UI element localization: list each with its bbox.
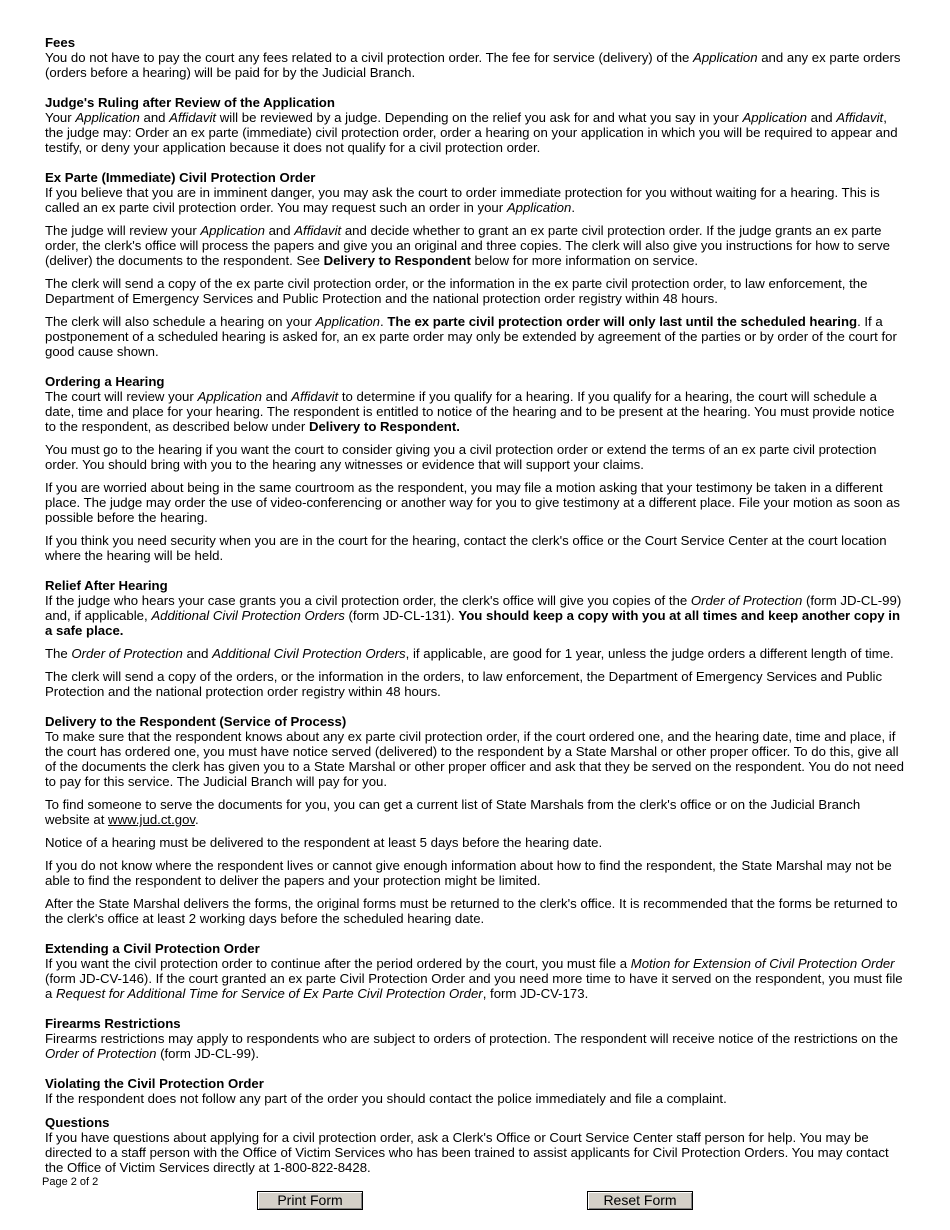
paragraph — [45, 442, 907, 472]
paragraph — [45, 110, 907, 155]
section-heading: Ex Parte (Immediate) Civil Protection Order — [45, 170, 316, 185]
text-run: If you believe that you are in imminent danger, you may ask the court to order immediate protection for you without waiting for a hearing. This is called an ex parte civil protection order. You may request such an order in your — [45, 185, 880, 215]
text-run: To find someone to serve the documents for you, you can get a current list of State Marshals from the clerk's office or on the Judicial Branch website at — [45, 797, 861, 827]
text-run: The clerk will also schedule a hearing on your — [45, 314, 316, 329]
print-form-button[interactable]: Print Form — [257, 1191, 363, 1210]
text-run: You do not have to pay the court any fees related to a civil protection order. The fee for service (delivery) of the — [45, 50, 694, 65]
paragraph — [45, 480, 907, 525]
text-run: and — [182, 646, 213, 661]
section-heading: Violating the Civil Protection Order — [45, 1076, 264, 1091]
reset-form-button[interactable]: Reset Form — [587, 1191, 693, 1210]
page-number: Page 2 of 2 — [42, 1176, 99, 1188]
paragraph — [45, 223, 907, 268]
text-run: and — [139, 110, 170, 125]
text-run: will be reviewed by a judge. Depending on the relief you ask for and what you say in your — [216, 110, 743, 125]
italic-text: Application — [75, 110, 140, 125]
paragraph — [45, 797, 907, 827]
text-run: If you have questions about applying for a civil protection order, ask a Clerk's Office or Court Service Center staff person for help. You may be directed to a staff person with the Office of Victim Services who has been trained to assist applicants for Civil Protection Orders. You may contact the Office of Victim Services directly at 1-800-822-8428. — [45, 1130, 889, 1175]
section-heading: Ordering a Hearing — [45, 374, 165, 389]
section-heading: Fees — [45, 35, 76, 50]
paragraph — [45, 896, 907, 926]
text-run: Your — [45, 110, 76, 125]
section-heading: Questions — [45, 1115, 110, 1130]
text-run: After the State Marshal delivers the forms, the original forms must be returned to the clerk's office. It is recommended that the forms be returned to the clerk's office at least 2 working days before the scheduled hearing date. — [45, 896, 898, 926]
text-run: (form JD-CL-131). — [344, 608, 459, 623]
bold-text: Delivery to Respondent — [323, 253, 471, 268]
text-run: The clerk will send a copy of the ex parte civil protection order, or the information in the ex parte civil protection order, to law enforcement, the Department of Emergency Services and Public Protection and the national protection order registry within 48 hours. — [45, 276, 868, 306]
text-run: , the judge may: Order an ex parte (immediate) civil protection order, order a hearing on your application in which you will be required to appear and testify, or deny your application because it does not qualify for a civil protection order. — [45, 110, 898, 155]
section — [45, 941, 907, 1001]
text-run: . — [571, 200, 576, 215]
italic-text: Motion for Extension of Civil Protection Order — [630, 956, 895, 971]
paragraph — [45, 669, 907, 699]
text-run: If you want the civil protection order to continue after the period ordered by the court, you must file a — [45, 956, 631, 971]
text-run: If the respondent does not follow any part of the order you should contact the police immediately and file a complaint. — [45, 1091, 727, 1106]
text-run: Notice of a hearing must be delivered to the respondent at least 5 days before the hearing date. — [45, 835, 603, 850]
paragraph — [45, 276, 907, 306]
paragraph — [45, 593, 907, 638]
italic-text: Affidavit — [169, 110, 217, 125]
text-run: , form JD-CV-173. — [482, 986, 589, 1001]
text-run: Firearms restrictions may apply to respondents who are subject to orders of protection. The respondent will receive notice of the restrictions on the — [45, 1031, 898, 1046]
text-run: and — [261, 389, 292, 404]
bold-text: Delivery to Respondent. — [308, 419, 460, 434]
italic-text: Application — [693, 50, 758, 65]
italic-text: Affidavit — [294, 223, 342, 238]
text-run: The clerk will send a copy of the orders, or the information in the orders, to law enforcement, the Department of Emergency Services and Public Protection and the national protection order registry within 48 hours. — [45, 669, 883, 699]
text-run: . If a postponement of a scheduled hearing is asked for, an ex parte order may only be extended by agreement of the parties or by order of the court for good cause shown. — [45, 314, 897, 359]
italic-text: Order of Protection — [71, 646, 183, 661]
section — [45, 95, 907, 155]
text-run: If you think you need security when you are in the court for the hearing, contact the clerk's office or the Court Service Center at the court location where the hearing will be held. — [45, 533, 887, 563]
paragraph — [45, 50, 907, 80]
section-heading: Delivery to the Respondent (Service of Process) — [45, 714, 347, 729]
italic-text: Additional Civil Protection Orders — [151, 608, 345, 623]
bold-text: The ex parte civil protection order will only last until the scheduled hearing — [387, 314, 858, 329]
text-run: The judge will review your — [45, 223, 201, 238]
text-run: . — [195, 812, 199, 827]
paragraph — [45, 1091, 907, 1106]
text-run: and decide whether to grant an ex parte civil protection order. If the judge grants an ex parte order, the clerk's office will process the papers and give you an original and three copies. The clerk will also give you instructions for how to serve (deliver) the documents to the respondent. See — [45, 223, 890, 268]
text-run: to determine if you qualify for a hearing. If you qualify for a hearing, the court will schedule a date, time and place for your hearing. The respondent is entitled to notice of the hearing and to be present at the hearing. You must provide notice to the respondent, as described below under — [45, 389, 895, 434]
italic-text: Order of Protection — [690, 593, 803, 608]
section — [45, 1076, 907, 1106]
text-run: If the judge who hears your case grants you a civil protection order, the clerk's office will give you copies of the — [45, 593, 691, 608]
section — [45, 170, 907, 359]
paragraph — [45, 835, 907, 850]
italic-text: Application — [200, 223, 265, 238]
text-run: and any ex parte orders (orders before a hearing) will be paid for by the Judicial Branch. — [45, 50, 901, 80]
paragraph — [45, 314, 907, 359]
text-run: If you do not know where the respondent lives or cannot give enough information about how to find the respondent, the State Marshal may not be able to find the respondent to deliver the papers and your protection might be limited. — [45, 858, 892, 888]
italic-text: Application — [742, 110, 807, 125]
section — [45, 374, 907, 563]
text-run: The — [45, 646, 72, 661]
website-link[interactable]: www.jud.ct.gov — [108, 812, 196, 827]
text-run: and — [264, 223, 295, 238]
text-run: You must go to the hearing if you want the court to consider giving you a civil protection order or extend the terms of an ex parte civil protection order. You should bring with you to the hearing any witnesses or evidence that will support your claims. — [45, 442, 877, 472]
italic-text: Affidavit — [291, 389, 339, 404]
section — [45, 1016, 907, 1061]
text-run: To make sure that the respondent knows about any ex parte civil protection order, if the court ordered one, and the hearing date, time and place, if the court has ordered one, you must have notice served (delivered) to the respondent by a State Marshal or other proper officer. To do this, give all of the documents the clerk has given you to a State Marshal or other proper officer and ask that they be served on the respondent. You do not need to pay for this service. The Judicial Branch will pay for you. — [45, 729, 904, 789]
section-heading: Judge's Ruling after Review of the Application — [45, 95, 335, 110]
section-heading: Extending a Civil Protection Order — [45, 941, 260, 956]
text-run: If you are worried about being in the same courtroom as the respondent, you may file a motion asking that your testimony be taken in a different place. The judge may order the use of video-conferencing or another way for you to give testimony at a different place. File your motion as soon as possible before the hearing. — [45, 480, 900, 525]
section — [45, 578, 907, 699]
text-run: (form JD-CL-99) and, if applicable, — [45, 593, 902, 623]
paragraph — [45, 185, 907, 215]
italic-text: Application — [506, 200, 572, 215]
italic-text: Order of Protection — [45, 1046, 157, 1061]
paragraph — [45, 1031, 907, 1061]
text-run: and — [806, 110, 837, 125]
document-body — [45, 35, 907, 1190]
paragraph — [45, 956, 907, 1001]
paragraph — [45, 389, 907, 434]
paragraph — [45, 1130, 907, 1175]
text-run: (form JD-CL-99). — [156, 1046, 259, 1061]
paragraph — [45, 858, 907, 888]
text-run: (form JD-CV-146). If the court granted an ex parte Civil Protection Order and you need more time to have it served on the respondent, you must file a — [45, 971, 903, 1001]
text-run: , if applicable, are good for 1 year, unless the judge orders a different length of time. — [405, 646, 894, 661]
section — [45, 714, 907, 926]
text-run: . — [380, 314, 388, 329]
bold-text: You should keep a copy with you at all times and keep another copy in a safe place. — [45, 608, 901, 638]
italic-text: Additional Civil Protection Orders — [212, 646, 406, 661]
section-heading: Firearms Restrictions — [45, 1016, 181, 1031]
paragraph — [45, 533, 907, 563]
paragraph — [45, 729, 907, 789]
italic-text: Request for Additional Time for Service of Ex Parte Civil Protection Order — [56, 986, 483, 1001]
section — [45, 35, 907, 80]
italic-text: Application — [315, 314, 381, 329]
text-run: The court will review your — [45, 389, 198, 404]
italic-text: Application — [197, 389, 262, 404]
italic-text: Affidavit — [836, 110, 884, 125]
section — [45, 1115, 907, 1175]
text-run: below for more information on service. — [470, 253, 699, 268]
section-heading: Relief After Hearing — [45, 578, 168, 593]
paragraph — [45, 646, 907, 661]
